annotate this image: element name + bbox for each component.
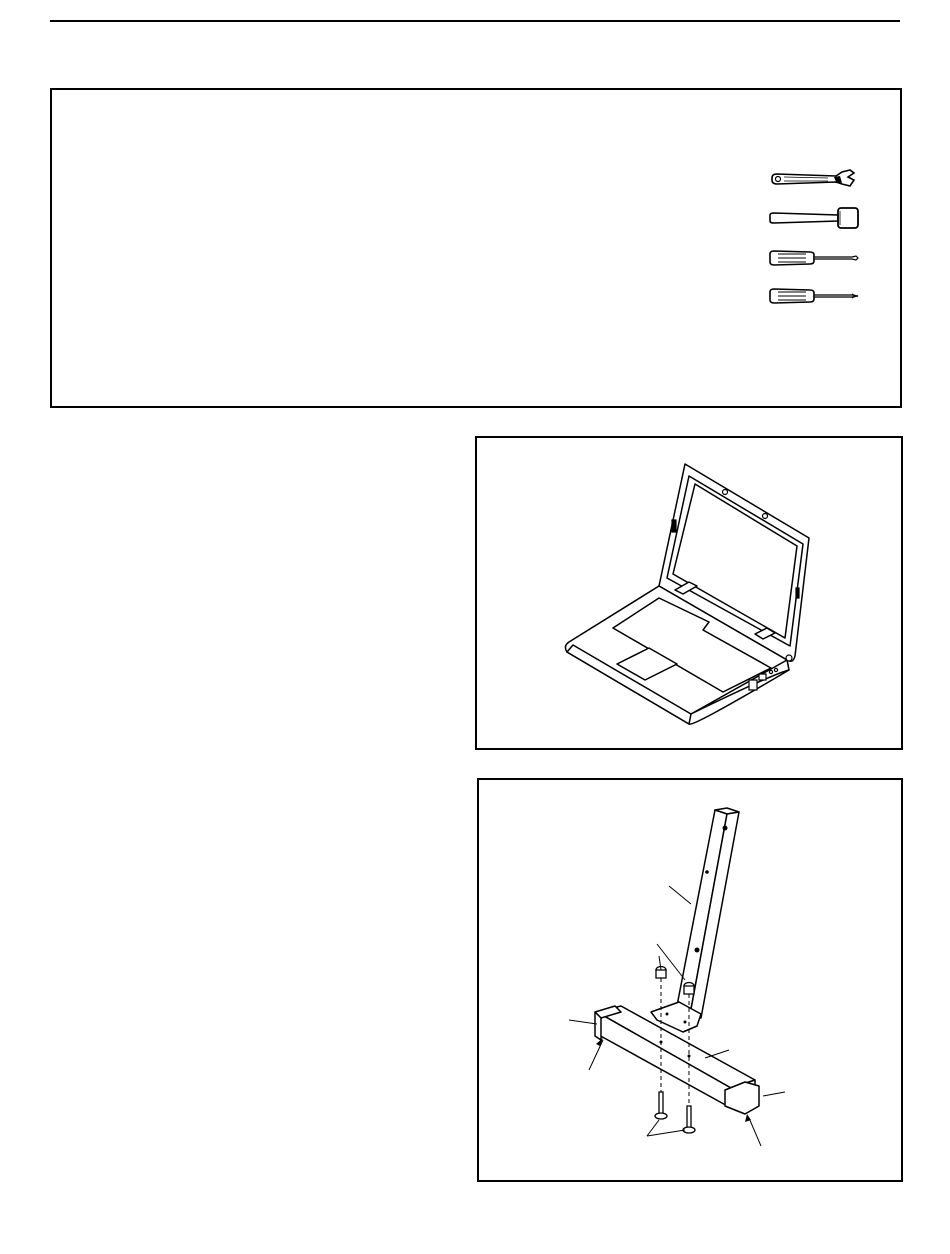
phillips-screwdriver-icon <box>768 284 860 308</box>
laptop-figure <box>475 436 903 750</box>
header-rule <box>50 20 900 22</box>
laptop-illustration <box>477 438 901 748</box>
mallet-icon <box>768 206 860 230</box>
assembly-figure <box>477 778 903 1182</box>
wrench-icon <box>768 168 860 192</box>
tools-needed-box <box>50 88 902 408</box>
frame-assembly-diagram <box>479 780 901 1180</box>
flathead-screwdriver-icon <box>768 246 860 270</box>
